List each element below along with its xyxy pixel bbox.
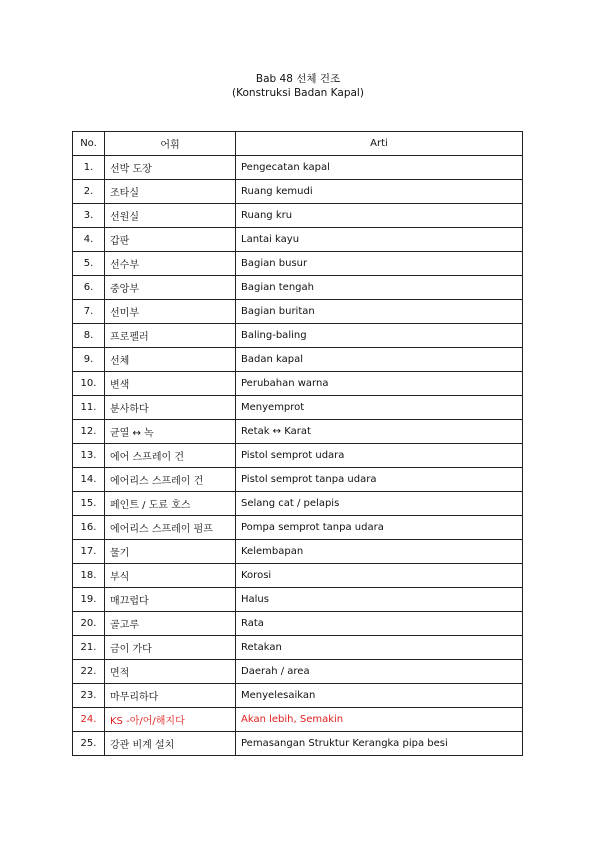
table-row bbox=[73, 204, 523, 228]
row-meaning: Menyelesaikan bbox=[236, 684, 523, 708]
row-word: 선수부 bbox=[105, 252, 236, 276]
row-number: 17. bbox=[73, 540, 105, 564]
row-word: 마무리하다 bbox=[105, 684, 236, 708]
row-number: 21. bbox=[73, 636, 105, 660]
row-number: 15. bbox=[73, 492, 105, 516]
row-number: 10. bbox=[73, 372, 105, 396]
row-meaning: Bagian busur bbox=[236, 252, 523, 276]
row-number: 16. bbox=[73, 516, 105, 540]
row-meaning: Pistol semprot udara bbox=[236, 444, 523, 468]
header-meaning: Arti bbox=[236, 132, 523, 156]
row-number: 18. bbox=[73, 564, 105, 588]
row-word: KS -아/어/해지다 bbox=[105, 708, 236, 732]
row-word: 선원실 bbox=[105, 204, 236, 228]
row-word: 선체 bbox=[105, 348, 236, 372]
row-meaning: Retakan bbox=[236, 636, 523, 660]
title-line: Bab 48 선체 건조 bbox=[255, 73, 341, 85]
row-number: 23. bbox=[73, 684, 105, 708]
row-number: 19. bbox=[73, 588, 105, 612]
row-word: 에어리스 스프레이 건 bbox=[105, 468, 236, 492]
table-row bbox=[73, 612, 523, 636]
row-meaning: Pengecatan kapal bbox=[236, 156, 523, 180]
row-meaning: Pistol semprot tanpa udara bbox=[236, 468, 523, 492]
row-number: 22. bbox=[73, 660, 105, 684]
row-word: 에어리스 스프레이 펌프 bbox=[105, 516, 236, 540]
table-row bbox=[73, 348, 523, 372]
row-word: 선박 도장 bbox=[105, 156, 236, 180]
row-meaning: Akan lebih, Semakin bbox=[236, 708, 523, 732]
row-number: 5. bbox=[73, 252, 105, 276]
row-word: 매끄럽다 bbox=[105, 588, 236, 612]
table-row bbox=[73, 420, 523, 444]
row-meaning: Bagian tengah bbox=[236, 276, 523, 300]
row-number: 24. bbox=[73, 708, 105, 732]
row-meaning: Pemasangan Struktur Kerangka pipa besi bbox=[236, 732, 523, 756]
table-row bbox=[73, 276, 523, 300]
row-word: 금이 가다 bbox=[105, 636, 236, 660]
row-meaning: Pompa semprot tanpa udara bbox=[236, 516, 523, 540]
row-word: 균열 ↔ 녹 bbox=[105, 420, 236, 444]
row-word: 물기 bbox=[105, 540, 236, 564]
table-row bbox=[73, 564, 523, 588]
table-row bbox=[73, 180, 523, 204]
row-word: 변색 bbox=[105, 372, 236, 396]
row-word: 선미부 bbox=[105, 300, 236, 324]
row-number: 14. bbox=[73, 468, 105, 492]
table-body bbox=[73, 156, 523, 756]
table-row bbox=[73, 540, 523, 564]
header-no: No. bbox=[73, 132, 105, 156]
row-number: 11. bbox=[73, 396, 105, 420]
row-meaning: Halus bbox=[236, 588, 523, 612]
table-row bbox=[73, 708, 523, 732]
row-meaning: Kelembapan bbox=[236, 540, 523, 564]
table-row bbox=[73, 396, 523, 420]
row-number: 25. bbox=[73, 732, 105, 756]
document-title bbox=[0, 72, 596, 100]
row-meaning: Ruang kru bbox=[236, 204, 523, 228]
row-word: 부식 bbox=[105, 564, 236, 588]
row-number: 9. bbox=[73, 348, 105, 372]
row-word: 분사하다 bbox=[105, 396, 236, 420]
row-meaning: Badan kapal bbox=[236, 348, 523, 372]
table-row bbox=[73, 492, 523, 516]
table-row bbox=[73, 324, 523, 348]
row-number: 4. bbox=[73, 228, 105, 252]
row-number: 1. bbox=[73, 156, 105, 180]
table-row bbox=[73, 228, 523, 252]
row-meaning: Bagian buritan bbox=[236, 300, 523, 324]
row-meaning: Rata bbox=[236, 612, 523, 636]
row-meaning: Lantai kayu bbox=[236, 228, 523, 252]
row-number: 13. bbox=[73, 444, 105, 468]
table-row bbox=[73, 660, 523, 684]
row-meaning: Baling-baling bbox=[236, 324, 523, 348]
row-number: 7. bbox=[73, 300, 105, 324]
row-number: 8. bbox=[73, 324, 105, 348]
row-word: 페인트 / 도료 호스 bbox=[105, 492, 236, 516]
row-meaning: Ruang kemudi bbox=[236, 180, 523, 204]
table-row bbox=[73, 588, 523, 612]
row-meaning: Daerah / area bbox=[236, 660, 523, 684]
table-row bbox=[73, 636, 523, 660]
row-word: 갑판 bbox=[105, 228, 236, 252]
row-word: 에어 스프레이 건 bbox=[105, 444, 236, 468]
row-meaning: Perubahan warna bbox=[236, 372, 523, 396]
row-number: 2. bbox=[73, 180, 105, 204]
header-word: 어휘 bbox=[105, 132, 236, 156]
row-word: 강관 비계 설치 bbox=[105, 732, 236, 756]
row-meaning: Korosi bbox=[236, 564, 523, 588]
subtitle-line: (Konstruksi Badan Kapal) bbox=[232, 87, 364, 99]
row-word: 조타실 bbox=[105, 180, 236, 204]
table-row bbox=[73, 156, 523, 180]
row-number: 6. bbox=[73, 276, 105, 300]
row-number: 3. bbox=[73, 204, 105, 228]
row-word: 골고루 bbox=[105, 612, 236, 636]
row-number: 12. bbox=[73, 420, 105, 444]
row-meaning: Selang cat / pelapis bbox=[236, 492, 523, 516]
row-number: 20. bbox=[73, 612, 105, 636]
table-row bbox=[73, 516, 523, 540]
table-row bbox=[73, 252, 523, 276]
table-row bbox=[73, 372, 523, 396]
row-meaning: Retak ↔ Karat bbox=[236, 420, 523, 444]
table-header-row bbox=[73, 132, 523, 156]
row-word: 면적 bbox=[105, 660, 236, 684]
vocabulary-table bbox=[72, 131, 523, 756]
table-row bbox=[73, 732, 523, 756]
table-row bbox=[73, 468, 523, 492]
table-row bbox=[73, 444, 523, 468]
row-word: 중앙부 bbox=[105, 276, 236, 300]
table-row bbox=[73, 684, 523, 708]
row-meaning: Menyemprot bbox=[236, 396, 523, 420]
table-row bbox=[73, 300, 523, 324]
row-word: 프로펠러 bbox=[105, 324, 236, 348]
